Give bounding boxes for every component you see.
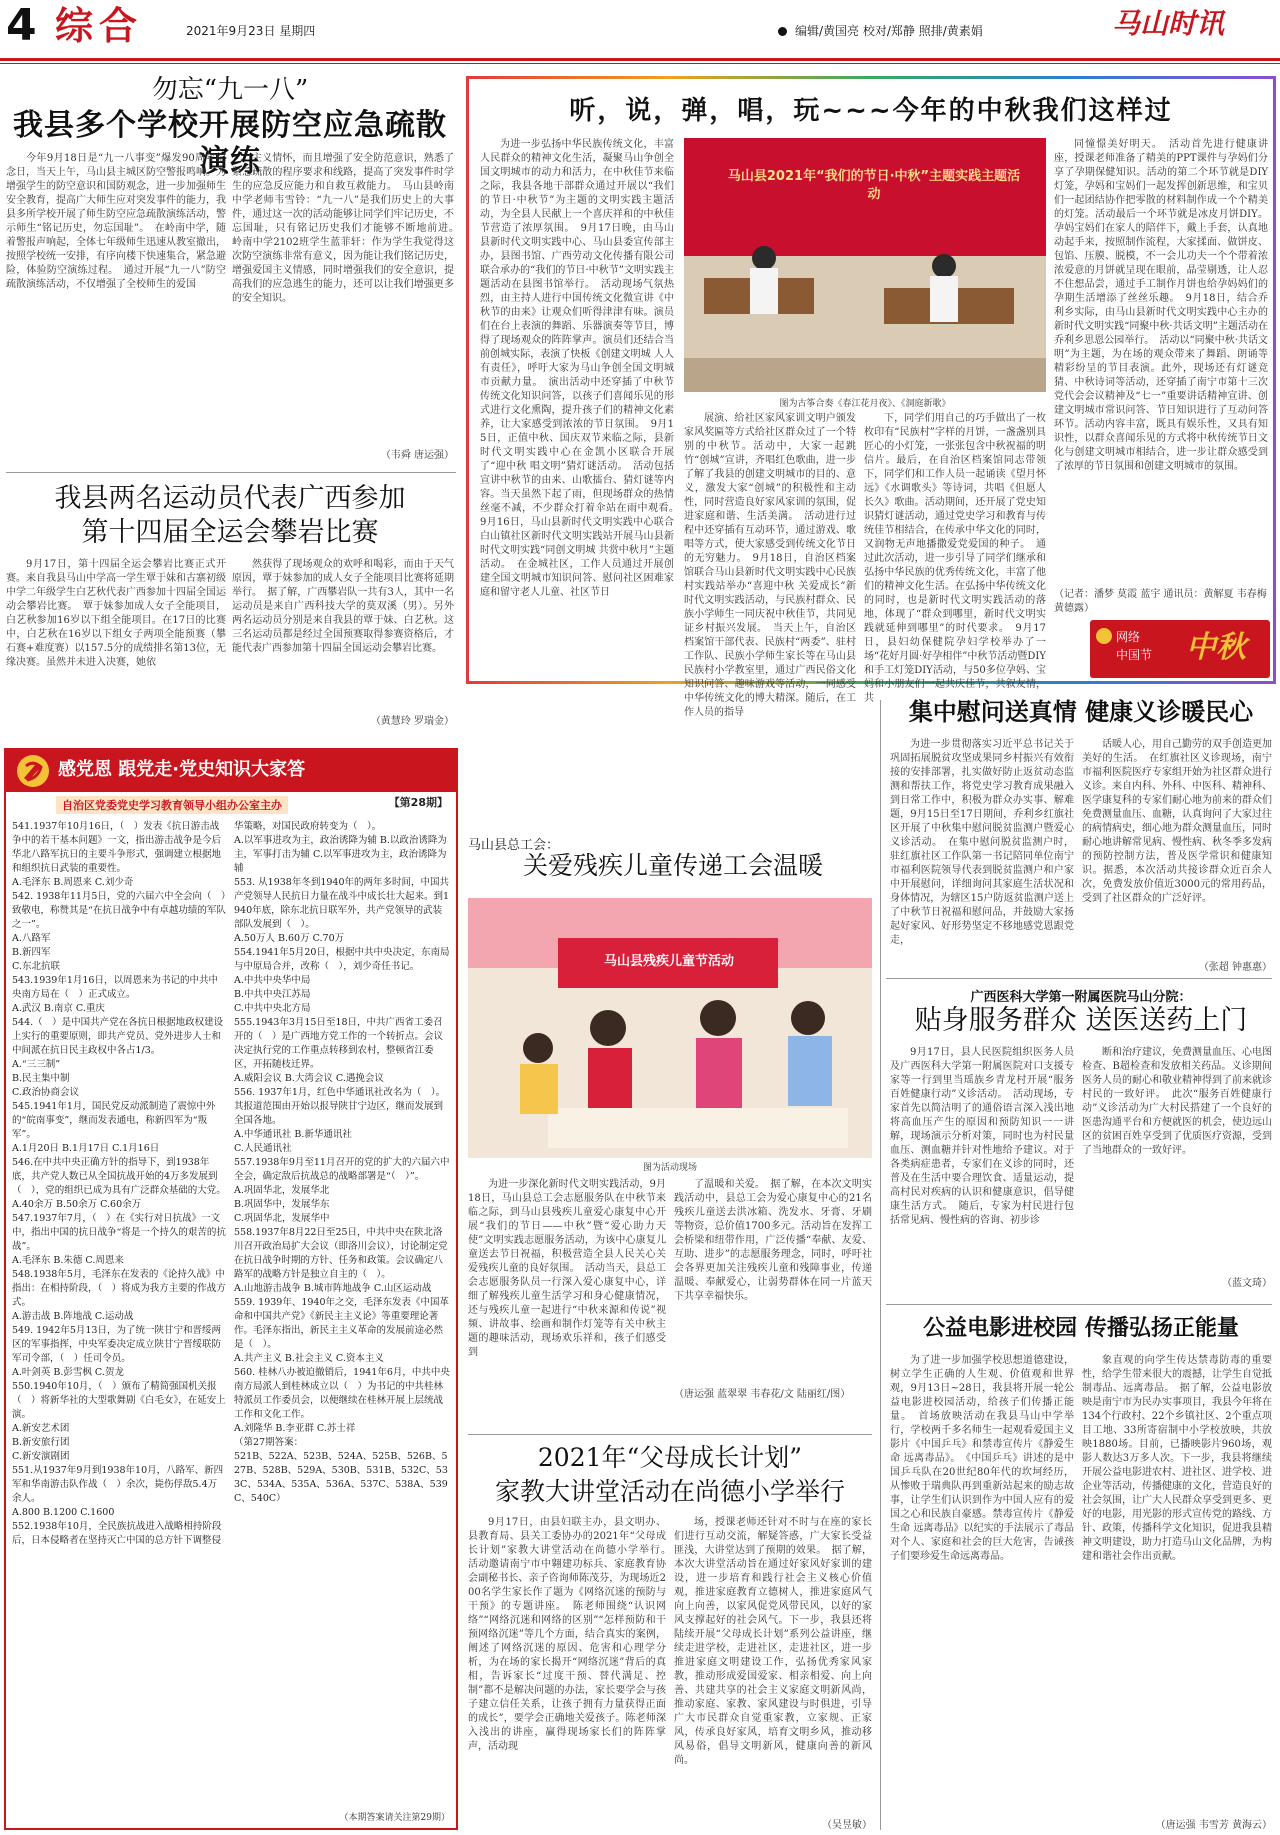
quiz-line: A.巩固华北，发展华北 [234,1185,330,1196]
art1-byline: （韦舜 唐运强） [380,450,454,461]
union-kicker: 马山县总工会： [468,838,560,853]
page-number: 4 [6,0,37,51]
badge-art-text: 中秋 [1186,630,1246,665]
quiz-line: 558.1937年8月22日至25日，中共中央在陕北洛川召开政治局扩大会议（即洛川会议），讨论制定党在抗日战争时期的方针、任务和政策。会议确定八路军的战略方针是独立自主的（ ）。 [234,1227,448,1280]
quiz-issue: 【第28期】 [388,796,448,809]
quiz-line: A.八路军 [12,933,51,944]
quiz-line: A.毛泽东 B.朱德 C.周恩来 [12,1255,124,1266]
quiz-line: A.800 B.1200 C.1600 [12,1507,115,1518]
quiz-line: C.东北抗联 [12,961,60,972]
visit-byline: （张超 钟惠惠） [1198,962,1272,973]
section-title: 综合 [55,4,144,48]
festival-col2: 展演、给社区家风家训文明户颁发家风奖匾等方式给社区群众过了一个特别的中秋节。活动中，大家一起跳竹“创城”宣讲，齐唱红色歌曲，进一步了解了我县的创建文明城市的目的、意义，激发大家“创城”的积极性和主动性，同时营造良好家风家训的氛围，促进家庭和谐、生活美满。 活动进行过程中还穿插有互动环节，通过游戏、歌唱等方式，使大家感受到传统文化节日的无穷魅力。 9月18日，自治区档案馆联合马山县新时代文明实践中心民族村实践站举办“喜迎中秋 关爱成长”新时代文明实践活动，与民族村群众、民族小学师生一同庆祝中秋佳节，共同见证乡村振兴发展。 当天上午，自治区档案馆干部代表、民族村“两委”、驻村工作队、民族小学师生家长等在马山县民族村小学教室里，通过广西民俗文化知识问答、趣味游戏等活动，一同感受中华传统文化的博大精深。随后，在工作人员的指导 [684,413,856,718]
parenting-headline-line2: 家教大讲堂活动在尚德小学举行 [494,1477,845,1506]
quiz-line: 553. 从1938年冬到1940年的两年多时间，中国共产党领导人民抗日力量在战斗中成长壮大起来。到1940年底，除东北抗日联军外，共产党领导的武装部队发展到（ ）。 [234,877,450,930]
editor-credits: 编辑/黄国亮 校对/郑静 照排/黄素娟 [795,24,983,38]
union-col2: 了温暖和关爱。 据了解，在本次文明实践活动中，县总工会为爱心康复中心的21名残疾儿童送去洪冰箱、洗发水、牙膏、牙刷等物资，总价值1700多元。活动旨在发挥工会桥梁和纽带作用，广泛传播“奉献、友爱、互助、进步”的志愿服务理念，同时，呼吁社会各界更加关注残疾儿童和残障事业，传递温暖、奉献爱心，让弱势群体在同一片蓝天下共享幸福快乐。 [674,1179,872,1302]
quiz-banner [6,750,456,792]
quiz-line: C.新安演剧团 [12,1451,70,1462]
badge-flower-icon [1096,628,1112,644]
parenting-headline-line1: 2021年“父母成长计划” [537,1443,803,1472]
quiz-line: A.中共中央华中局 [234,975,311,986]
badge-line2: 中国节 [1116,648,1153,662]
parenting-byline: （吴昱敏） [822,1820,872,1831]
art1-col2: 主义情怀，而且增强了安全防范意识，熟悉了紧急疏散的程序要求和线路，提高了突发事件时学生的应急反应能力和自救互救能力。 马山县岭南中学老师韦雪铃：“九一八”是我们历史上的大事件，通过这一次的活动能够让同学们牢记历史，不忘国耻，只有铭记历史我们才能够不断地前进。 岭南中学2102班学生蓝菲轩：作为学生我觉得这次防空演练非常有意义，因为能让我们铭记历史，增强爱国主义情感，同时增强我们的安全意识，提高我们的应急逃生的能力，还可以让我们增强更多的安全知识。 [232,153,464,304]
hospital-byline: （蓝文琦） [1222,1278,1272,1289]
quiz-line: 560. 桂林八办被迫撤销后，1941年6月，中共中央南方局派人到桂林成立以（ ）为书记的中共桂林特派员工作委员会，以便继续在桂林开展上层统战工作和文化工作。 [234,1367,450,1420]
visit-headline: 集中慰问送真情 健康义诊暖民心 [908,697,1254,726]
quiz-line: A.40余万 B.50余万 C.60余万 [12,1199,142,1210]
hospital-kicker: 广西医科大学第一附属医院马山分院： [970,990,1192,1005]
quiz-line: 华策略，对国民政府转变为（ ）。 [234,821,382,832]
quiz-line: 542. 1938年11月5日，党的六届六中全会向（ ）致敬电，称赞其是“在抗日战争中有卓越功绩的军队之一”。 [12,891,226,930]
art2-headline-line2: 第十四届全运会攀岩比赛 [81,517,379,548]
union-photo-caption: 图为活动现场 [642,1163,697,1173]
divider [468,1434,872,1435]
quiz-box [4,748,458,1830]
column-divider [880,700,881,1830]
union-photo [468,898,872,1158]
festival-headline: 听，说，弹，唱，玩~~~今年的中秋我们这样过 [569,96,1173,126]
quiz-line: A.50万人 B.60万 C.70万 [234,933,345,944]
parenting-col2: 场，授课老师还针对不时与在座的家长们进行互动交流，解疑答惑，广大家长受益匪浅，大讲堂达到了预期的效果。 据了解，本次大讲堂活动旨在通过好家风好家训的建设，进一步培育和践行社会主义核心价值观，推进家庭教育立德树人，推进家庭风气向上向善，以家风促党风带民风，以好的家风支撑起好的社会风气。下一步，我县还将陆续开展“父母成长计划”系列公益讲座，继续走进学校，走进社区，走进社区，进一步推进家庭文明建设工作，弘扬优秀家风家教，推动形成爱国爱家、相亲相爱、向上向善、共建共享的社会主义家庭文明新风尚，推动家庭、家教、家风建设与时俱进，引导广大市民群众自觉重家教，立家规、正家风，传承良好家风，培育文明乡风，推动移风易俗，倡导文明新风，健康向善的新风尚。 [674,1517,872,1766]
quiz-col2 [234,820,450,1800]
film-col1: 为了进一步加强学校思想道德建设，树立学生正确的人生观、价值观和世界观，9月13日~28日，我县将开展一轮公益电影进校园活动，给孩子们传播正能量。 首场放映活动在我县马山中学举行，学校两千多名师生一起观看爱国主义影片《中国乒乓》和禁毒宣传片《静爱生命 远离毒品》。 《中国乒乓》讲述的是中国乒乓队在20世纪80年代的坎坷经历，从惨败于瑞典队再到重新站起来的励志故事，让学生们认识到作为中国人应有的爱国之心和民族自豪感。禁毒宣传片《静爱生命 远离毒品》以纪实的手法展示了毒品对个人、家庭和社会的巨大危害，告诫孩子们要珍爱生命远离毒品。 [890,1355,1074,1562]
visit-col2: 话暖人心，用自己勤劳的双手创造更加美好的生活。 在红旗社区义诊现场，南宁市福利医院医疗专家组开始为社区群众进行义诊。来自内科、外科、中医科、精神科、医学康复科的专家们耐心地为前来的群众们免费测量血压、血糖，认真询问了大家过往的病情病史，细心地为群众测量血压，同时耐心地讲解常见病、慢性病、秋冬季多发病的预防控制方法，普及医学常识和健康知识。据悉，本次活动共接诊群众近百余人次，免费发放价值近3000元的常用药品，受到了社区群众的广泛好评。 [1082,739,1272,904]
union-col1: 为进一步深化新时代文明实践活动，9月18日，马山县总工会志愿服务队在中秋节来临之际，到马山县残疾儿童爱心康复中心开展“我们的节日——中秋”暨“爱心助力天使”文明实践志愿服务活动，为该中心康复儿童送去节日祝福，积极营造全县人民关心关爱残疾儿童的良好氛围。 活动当天，县总工会志愿服务队员一行深入爱心康复中心，详细了解残疾儿童生活学习和身心健康情况，还与残疾儿童一起进行“中秋来源和传说”视频、讲故事、绘画和制作灯笼等有关中秋主题的趣味活动，现场欢乐祥和，孩子们感受到 [468,1179,666,1358]
quiz-line: C.巩固华北，发展华中 [234,1213,330,1224]
divider [886,1304,1272,1305]
quiz-line: 548.1938年5月，毛泽东在发表的《论持久战》中指出：在相持阶段，（ ）将成为我方主要的作战方式。 [12,1269,226,1308]
quiz-line: 552.1938年10月，全民族抗战进入战略相持阶段后，日本侵略者在坚持灭亡中国的总方针下调整侵 [12,1521,222,1546]
quiz-line: 550.1940年10月，（ ）颁布了精简强国机关报（ ）将新华社的大型歌舞剧《白毛女》，在延安上演。 [12,1381,226,1420]
quiz-line: 555.1943年3月15日至18日，中共广西省工委召开的（ ）是广西地方党工作的一个转折点。会议决定执行党的工作重点转移到农村，整顿省江委区，开拓随枝迁界。 [234,1017,444,1070]
quiz-line: A.新安艺术团 [12,1423,70,1434]
hospital-col1: 9月17日，县人民医院组织医务人员及广西医科大学第一附属医院对口支援专家等一行到里当瑶族乡青龙村开展“服务百姓健康行动”义诊活动。 活动现场，专家首先以简洁明了的通俗语言深入浅出地将高血压产生的原因和预防知识一一讲解，现场演示分析对策，同时也为村民量血压、测血糖并针对性地给予建议。对于各类病症患者，专家们在义诊的同时，还普及在生活中要合理饮食、适量运动，提高村民对疾病的认识和健康意识，倡导健康生活方式。 随后，专家为村民进行包括常见病、慢性病的咨询、初步诊 [890,1047,1074,1226]
quiz-line: 559. 1939年、1940年之交，毛泽东发表《中国革命和中国共产党》《新民主主义论》等重要理论著作。毛泽东指出，新民主主义革命的发展前途必然是（ ）。 [234,1297,450,1350]
union-photo-banner: 马山县残疾儿童节活动 [603,954,734,969]
quiz-line: A.毛泽东 B.周恩来 C.刘少奇 [12,877,134,888]
art1-headline: 我县多个学校开展防空应急疏散演练 [13,108,447,179]
visit-col1: 为进一步贯彻落实习近平总书记关于巩固拓展脱贫攻坚成果同乡村振兴有效衔接的安排部署，扎实做好防止返贫动态监测和帮扶工作，将党史学习教育成果融入到日常工作中，积极为群众办实事、解难题，9月15日至17日期间，乔利乡红旗社区开展了中秋集中慰问脱贫监测户暨爱心义诊活动。 在集中慰问脱贫监测户时，驻红旗社区工作队第一书记陪同单位南宁市福利医院领导代表到脱贫监测户和户家中开展慰问，详细询问其家庭生活状况和身体情况，为辖区15户防返贫监测户送上了中秋节日祝福和慰问品，并鼓励大家扬起好家风、好形势坚定不移地感党恩跟党走， [890,739,1074,946]
art2-col2: 然获得了现场观众的欢呼和喝彩，而由于天气原因，覃于妹参加的成人女子全能项目比赛将延期举行。 据了解，广西攀岩队一共有3人，其中一名运动员是来自广西科技大学的莫双溪（男）。另外两名运动员分别是来自我县的覃于妹、白艺秋。这三名运动员都是经过全国预赛取得参赛资格后，才能代表广西参加第十四届全国运动会攀岩比赛。 [232,559,454,654]
festival-photo-caption: 图为古筝合奏《春江花月夜》、《洞庭新歌》 [779,399,951,409]
quiz-line: C.中共中央北方局 [234,1003,311,1014]
masthead [0,0,1280,60]
quiz-subtitle: 自治区党委党史学习教育领导小组办公室主办 [56,796,288,814]
quiz-line: 556. 1937年1月，红色中华通讯社改名为（ ）。其报道范围由开始以报导陕甘宁边区，继而发展到全国各地。 [234,1087,446,1126]
issue-date: 2021年9月23日 星期四 [186,24,316,38]
quiz-line: B.民主集中制 [12,1073,70,1084]
quiz-line: C.政治协商会议 [12,1087,79,1098]
quiz-line: （第27期答案： [234,1437,304,1448]
art2-col1: 9月17日，第十四届全运会攀岩比赛正式开赛。来自我县马山中学高一学生覃于妹和古寨初级中学二年级学生白艺秋代表广西参加十四届全国运动会攀岩比赛。 覃于妹参加成人女子全能项目，白艺秋参加16岁以下组全能项目。在17日的比赛中，白艺秋在16岁以下组女子两项全能预赛（攀石赛+难度赛）以157.5分的成绩排名第13位，无缘决赛。虽然并未进入决赛，她依 [6,559,226,668]
photo-stage-banner: 马山县2021年“我们的节日·中秋”主题实践主题活动 [727,169,1021,202]
festival-col3: 下，同学们用自己的巧手做出了一枚枚印有“民族村”字样的月饼，一盏盏别具匠心的小灯笼，一张张包含中秋祝福的明信片。最后，在自治区档案馆同志带领下，同学们和工作人员一起诵读《望月怀远》《水调歌头》等诗词，共唱《但愿人长久》歌曲。活动期间，还开展了党史知识猜灯谜活动，通过党史学习和教育与传统佳节相结合，在传承中华文化的同时，又润物无声地播撒爱党爱国的种子。 通过此次活动，进一步引导了同学们继承和弘扬中华民族的优秀传统文化，丰富了他们的精神文化生活。在弘扬中华传统文化的同时，也是新时代文明实践活动的落地，体现了“群众到哪里，新时代文明实践就延伸到哪里”的时代要求。 9月17日，县妇幼保健院孕妇学校举办了一场“花好月圆·好孕相伴”中秋节活动暨DIY和手工灯笼DIY活动，与50多位孕妈、宝妈和小朋友们一起共庆佳节，共叙友情，共 [864,413,1046,704]
film-byline: （唐运强 韦雪芳 黄海云） [1155,1820,1272,1831]
quiz-line: A.1月20日 B.1月17日 C.1月16日 [12,1143,160,1154]
quiz-line: B.中共中央江苏局 [234,989,311,1000]
film-headline: 公益电影进校园 传播弘扬正能量 [923,1316,1239,1341]
divider [886,978,1272,979]
quiz-line: 546.在中共中央正确方针的指导下，到1938年底，共产党人数已从全国抗战开始的4万多发展到（ ），党的组织已成为具有广泛群众基础的大党。 [12,1157,226,1196]
quiz-line: A.以军事进攻为主，政治诱降为辅 B.以政治诱降为主，军事打击为辅 C.以军事进攻为主，政治诱降为辅 [234,835,447,874]
art2-headline-line1: 我县两名运动员代表广西参加 [54,483,406,514]
art1-kicker: 勿忘“九一八” [151,75,309,105]
quiz-line: A.游击战 B.阵地战 C.运动战 [12,1311,134,1322]
quiz-line: B.新四军 [12,947,51,958]
quiz-line: A.共产主义 B.社会主义 C.资本主义 [234,1353,384,1364]
festival-photo [684,138,1046,392]
quiz-line: A.中华通讯社 B.新华通讯社 [234,1129,352,1140]
quiz-line: B.巩固华中，发展华东 [234,1199,330,1210]
quiz-banner-title: 感党恩 跟党走·党史知识大家答 [58,759,306,780]
quiz-line: 557.1938年9月至11月召开的党的扩大的六届六中全会，确定敌后抗战总的战略部署是“（ ）”。 [234,1157,450,1182]
quiz-line: 544.（ ）是中国共产党在各抗日根据地政权建设上实行的重要原则，即共产党员、党外进步人士和中间派在抗日民主政权中各占1/3。 [12,1017,224,1056]
quiz-line: 521B、522A、523B、524A、525B、526B、527B、528B、529A、530B、531B、532C、533C、534A、535A、536A、537C、538A、539C、540C） [234,1451,448,1504]
quiz-line: 545.1941年1月，国民党反动派制造了震惊中外的“皖南事变”，继而发表通电，称新四军为“叛军”。 [12,1101,216,1140]
quiz-line: B.新安旅行团 [12,1437,70,1448]
mid-autumn-badge [1090,620,1270,678]
film-col2: 象直观的向学生传达禁毒防毒的重要性，给学生带来很大的震撼，让学生自觉抵制毒品、远离毒品。 据了解，公益电影放映是南宁市为民办实事项目，我县今年将在134个行政村、22个乡镇社区、2个重点项目工地、33所寄宿制中小学校放映，共放映1880场。目前，已播映影片960场，观影人数达3万多人次。下一步，我县将继续开展公益电影进农村、进社区、进学校、进企业等活动，传播健康的文化，营造良好的社会氛围，让广大人民群众享受到更多、更好的电影，用光影的形式宣传党的路线、方针、政策，传播科学文化知识，促进我县精神文明建设，助力打造马山文化品牌，为构建和谐社会作出贡献。 [1082,1355,1272,1562]
quiz-line: 543.1939年1月16日，以周恩来为书记的中共中央南方局在（ ）正式成立。 [12,975,218,1000]
badge-line1: 网络 [1116,630,1141,644]
quiz-line: 547.1937年7月，（ ）在《实行对日抗战》一文中，指出中国的抗日战争“将是一个持久的艰苦的抗战”。 [12,1213,226,1252]
quiz-col1 [12,820,226,1822]
quiz-line: 549. 1942年5月13日，为了统一陕甘宁和晋绥两区的军事指挥，中央军委决定成立陕甘宁晋绥联防军司令部，（ ）任司令员。 [12,1325,222,1364]
quiz-line: C.人民通讯社 [234,1143,292,1154]
masthead-rule [0,58,1280,61]
quiz-footnote: （本期答案请关注第29期） [339,1813,450,1823]
union-headline: 关爱残疾儿童传递工会温暖 [522,851,823,880]
masthead-rule-thin [0,63,1280,64]
festival-lead: 为进一步弘扬中华民族传统文化，丰富人民群众的精神文化生活，凝聚马山争创全国文明城市的动力和活力，在中秋佳节来临之际，我县各地干部群众通过开展以“我们的节日·中秋节”为主题的文明实践主题活动，为全县人民献上一个喜庆祥和的中秋佳节营造了浓厚氛围。 9月17日晚，由马山县新时代文明实践中心、马山县委宣传部主办，县图书馆、广西劳动文化传播有限公司联合承办的“我们的节日·中秋节”文明实践主题活动在县图书馆举行。 活动现场气氛热烈，由主持人进行中国传统文化微宣讲《中秋节的由来》让观众们听得津津有味。演员们在台上表演的舞蹈、乐器演奏等节目，博得了现场观众的阵阵掌声。演员们还结合当前创城实际，表演了快板《创建文明城 人人有责任》，呼吁大家为马山争创全国文明城市贡献力量。 演出活动中还穿插了中秋节传统文化知识问答，以孩子们喜闻乐见的形式进行文化熏陶，提升孩子们的精神文化素养，让大家感受到浓浓的节日氛围。 9月15日，正值中秋、国庆双节来临之际，县新时代文明实践中心在金凯小区联合开展了“迎中秋 唱文明”猜灯谜活动。 活动包括宣讲中秋节的由来、山歌擂台、猜灯谜等内容。当天虽然下起了雨，但现场群众的热情丝毫不减，不少群众打着伞站在雨中观看。 9月16日，马山县新时代文明实践中心联合白山镇社区新时代文明实践站开展马山县新时代文明实践“同创文明城 共赏中秋月”主题活动。 在金城社区，工作人员通过开展创建全国文明城市知识问答、慰问社区困难家庭和留守老人儿童、社区节日 [480,139,684,598]
art2-byline: （黄慧玲 罗瑞金） [370,716,454,727]
paper-logo: 马山时讯 [1112,7,1225,40]
hospital-headline: 贴身服务群众 送医送药上门 [914,1005,1248,1036]
quiz-line: A.叶剑英 B.彭雪枫 C.贺龙 [12,1367,124,1378]
quiz-line: A.威阳会议 B.大湾会议 C.遇挽会议 [234,1073,384,1084]
festival-byline: （记者：潘梦 莫霞 蓝宇 通讯员：黄解夏 韦春梅 黄德露） [1054,589,1267,614]
quiz-line: A.山地游击战争 B.城市阵地战争 C.山区运动战 [234,1283,432,1294]
party-emblem-icon [16,754,50,788]
hospital-col2: 断和治疗建议，免费测量血压、心电图检查、B超检查和发放相关药品。义诊期间医务人员的耐心和敬业精神得到了前来就诊村民的一致好评。 此次“服务百姓健康行动”义诊活动为广大村民搭建了一个良好的医患沟通平台和方便就医的机会，使边远山区的贫困百姓享受到了优质医疗资源，受到了当地群众的一致好评。 [1082,1047,1272,1156]
quiz-line: A.刘隆华 B.李亚群 C.苏士祥 [234,1423,356,1434]
quiz-line: A.武汉 B.南京 C.重庆 [12,1003,105,1014]
union-byline: （唐运强 蓝翠翠 韦春花/文 陆丽红/图） [674,1389,851,1400]
bullet-icon [778,27,787,36]
quiz-line: 551.从1937年9月到1938年10月，八路军、新四军和华南游击队作战（ ）余次，毙伤俘敌5.4万余人。 [12,1465,224,1504]
festival-col4: 同憧憬美好明天。 活动首先进行健康讲座，授课老师准备了精美的PPT课件与孕妈们分享了孕期保健知识。活动的第二个环节就是DIY灯笼，孕妈和宝妈们一起发挥创新思维，和宝贝们一起团结协作把零散的材料制作成一个个精美的灯笼。活动最后一个环节就是冰皮月饼DIY。孕妈宝妈们在家人的陪伴下，戴上手套，认真地动起手来，按照制作流程，大家揉面、做饼皮、包馅、压膜、脱模，不一会儿功夫一个个带着浓浓爱意的月饼就呈现在眼前，晶莹剔透，让人忍不住想品尝，通过手工制作月饼也给孕妈妈们的孕期生活增添了丝丝乐趣。 9月18日，结合乔利乡实际，由马山县新时代文明实践中心主办的新时代文明实践“同聚中秋·共话文明”主题活动在乔利乡思恩公园举行。 活动以“同聚中秋·共话文明”为主题，为在场的观众带来了舞蹈、朗诵等精彩纷呈的节目表演。此外，现场还有灯谜竞猜、中秋诗词等活动，还穿插了南宁市第十三次党代会会议精神及“七一”重要讲话精神宣讲、创建文明城市常识问答、节日知识进行了互动问答环节。活动内容丰富，既具有娱乐性，又具有知识性，以群众喜闻乐见的方式将中秋传统节日文化与创建文明城市相结合，进一步让群众感受到了浓厚的节日氛围和创建文明城市的氛围。 [1054,139,1268,472]
art1-col1: 今年9月18日是“九一八事变”爆发90周年纪念日，当天上午，马山县主城区防空警报鸣响。为增强学生的防空意识和国防观念，进一步加强师生安全教育，提高广大师生应对突发事件的能力，我县多所学校开展了师生防空应急疏散演练活动，警示师生“铭记历史，勿忘国耻”。 在岭南中学，随着警报声响起，全体七年级师生迅速从教室撤出，按照学校统一安排，有序向楼下快速集合，紧急避险，体验防空演练过程。 通过开展“九一八”防空疏散演练活动，不仅增强了全校师生的爱国 [6,153,226,290]
quiz-line: 554.1941年5月20日，根据中共中央决定，东南局与中原局合并，改称（ ），刘少奇任书记。 [234,947,450,972]
divider [6,472,456,473]
parenting-col1: 9月17日，由县妇联主办，县文明办、县教育局、县关工委协办的2021年“父母成长计划”家教大讲堂活动在尚德小学举行。 活动邀请南宁市中翱建功标兵、家庭教育协会副秘书长、亲子咨询师陈茂芬，为现场近200名学生家长作了题为《网络沉迷的预防与干预》的专题讲座。 陈老师围绕“认识网络”“网络沉迷和网络的区别”“怎样预防和干预网络沉迷”等几个方面，结合真实的案例，阐述了网络沉迷的原因、危害和心理学分析，为在场的家长揭开“网络沉迷”背后的真相，告诉家长“过度干预、替代满足、控制”都不是解决问题的办法，家长要学会与孩子建立信任关系，让孩子拥有力量获得正面的成长”，要学会正确地关爱孩子。陈老师深入浅出的讲座，赢得现场家长们的阵阵掌声，活动现 [468,1517,676,1752]
quiz-line: A.“三三制” [12,1059,61,1070]
quiz-line: 541.1937年10月16日，（ ）发表《抗日游击战争中的若干基本问题》一文，指出游击战争是今后华北八路军抗日的主要斗争形式，强调建立根据地和组织抗日武装的重要性。 [12,821,222,874]
